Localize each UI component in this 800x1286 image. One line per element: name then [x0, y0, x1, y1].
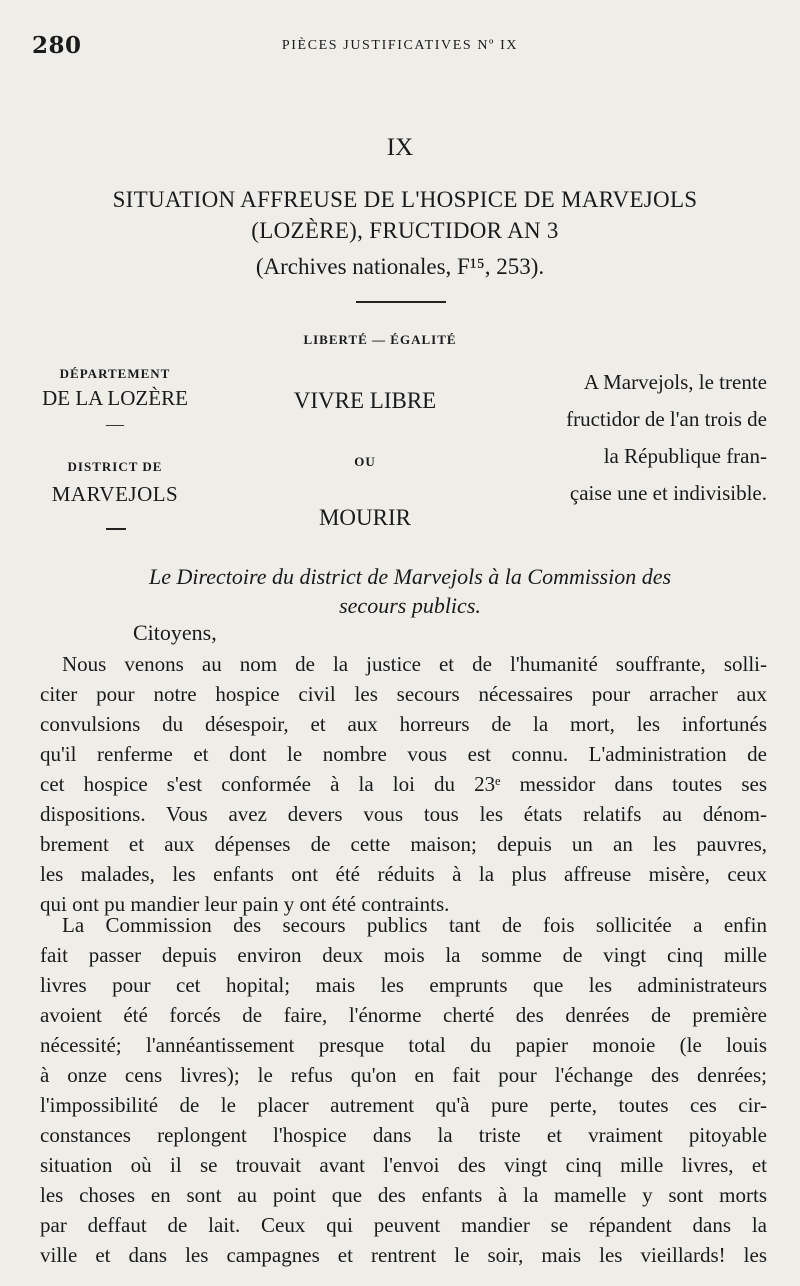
- page-number: 280: [32, 32, 82, 59]
- paragraph-line: livres pour cet hopital; mais les emprunts que les administrateurs: [40, 973, 767, 997]
- paragraph-line: par deffaut de lait. Ceux qui peuvent mandier se répandent dans la: [40, 1213, 767, 1237]
- paragraph-line: qui ont pu mandier leur pain y ont été contraints.: [40, 892, 450, 916]
- dateline: [505, 364, 767, 512]
- paragraph-2: [40, 910, 767, 1270]
- paragraph-line: les malades, les enfants ont été réduits à la plus affreuse misère, ceux: [40, 862, 767, 886]
- paragraph-line: situation où il se trouvait avant l'envoi des vingt cinq mille livres, et: [40, 1153, 767, 1177]
- motto-ou: OU: [354, 454, 376, 469]
- addressee-line-1: Le Directoire du district de Marvejols à la Commission des: [148, 564, 672, 589]
- running-title: PIÈCES JUSTIFICATIVES Nº IX: [281, 38, 519, 53]
- paragraph-1: [40, 649, 767, 919]
- paragraph-line: avoient été forcés de faire, l'énorme cherté des denrées de première: [40, 1003, 767, 1027]
- paragraph-line: à onze cens livres); le refus qu'on en fait pour l'échange des denrées;: [40, 1063, 767, 1087]
- dateline-line-2: fructidor de l'an trois de: [566, 407, 767, 431]
- paragraph-line: les choses en sont au point que des enfants à la mamelle y sont morts: [40, 1183, 767, 1207]
- district-label: DISTRICT DE: [67, 459, 163, 474]
- left-divider: [106, 528, 126, 530]
- paragraph-line: cet hospice s'est conformée à la loi du 23ᵉ messidor dans toutes ses: [40, 772, 767, 796]
- dateline-line-1: A Marvejols, le trente: [583, 370, 767, 394]
- motto: LIBERTÉ — ÉGALITÉ: [303, 332, 457, 347]
- paragraph-line: constances replongent l'hospice dans la triste et vraiment pitoyable: [40, 1123, 767, 1147]
- paragraph-line: citer pour notre hospice civil les secours nécessaires pour arracher aux: [40, 682, 767, 706]
- chapter-title-line-1: SITUATION AFFREUSE DE L'HOSPICE DE MARVEJOLS: [112, 187, 698, 212]
- paragraph-line: fait passer depuis environ deux mois la somme de vingt cinq mille: [40, 943, 767, 967]
- chapter-title: [40, 184, 770, 246]
- dash-separator: —: [106, 414, 124, 434]
- motto-mourir: MOURIR: [318, 505, 411, 530]
- paragraph-line: ville et dans les campagnes et rentrent le soir, mais les vieillards! les: [40, 1243, 767, 1267]
- chapter-source: (Archives nationales, F¹⁵, 253).: [255, 254, 545, 279]
- paragraph-line: nécessité; l'annéantissement presque total du papier monoie (le louis: [40, 1033, 767, 1057]
- dateline-line-4: çaise une et indivisible.: [569, 481, 767, 505]
- section-divider: [356, 301, 446, 303]
- chapter-number: IX: [386, 134, 414, 161]
- letter-addressee: [60, 562, 760, 620]
- district-name: MARVEJOLS: [51, 482, 179, 506]
- paragraph-line: convulsions du désespoir, et aux horreurs de la mort, les infortunés: [40, 712, 767, 736]
- dateline-line-3: la République fran-: [603, 444, 767, 468]
- paragraph-line: La Commission des secours publics tant de fois sollicitée a enfin: [62, 913, 767, 937]
- chapter-title-line-2: (LOZÈRE), FRUCTIDOR AN 3: [251, 218, 559, 243]
- addressee-line-2: secours publics.: [339, 593, 481, 618]
- salutation: Citoyens,: [133, 620, 217, 645]
- paragraph-line: brement et aux dépenses de cette maison; depuis un an les pauvres,: [40, 832, 767, 856]
- paragraph-line: dispositions. Vous avez devers vous tous les états relatifs au dénom-: [40, 802, 767, 826]
- paragraph-line: Nous venons au nom de la justice et de l'humanité souffrante, solli-: [62, 652, 767, 676]
- paragraph-line: qu'il renferme et dont le nombre vous est connu. L'administration de: [40, 742, 767, 766]
- department-label: DÉPARTEMENT: [59, 366, 171, 381]
- motto-vivre-libre: VIVRE LIBRE: [293, 388, 437, 413]
- department-name: DE LA LOZÈRE: [42, 386, 188, 410]
- paragraph-line: l'impossibilité de le placer autrement qu'à pure perte, toutes ces cir-: [40, 1093, 767, 1117]
